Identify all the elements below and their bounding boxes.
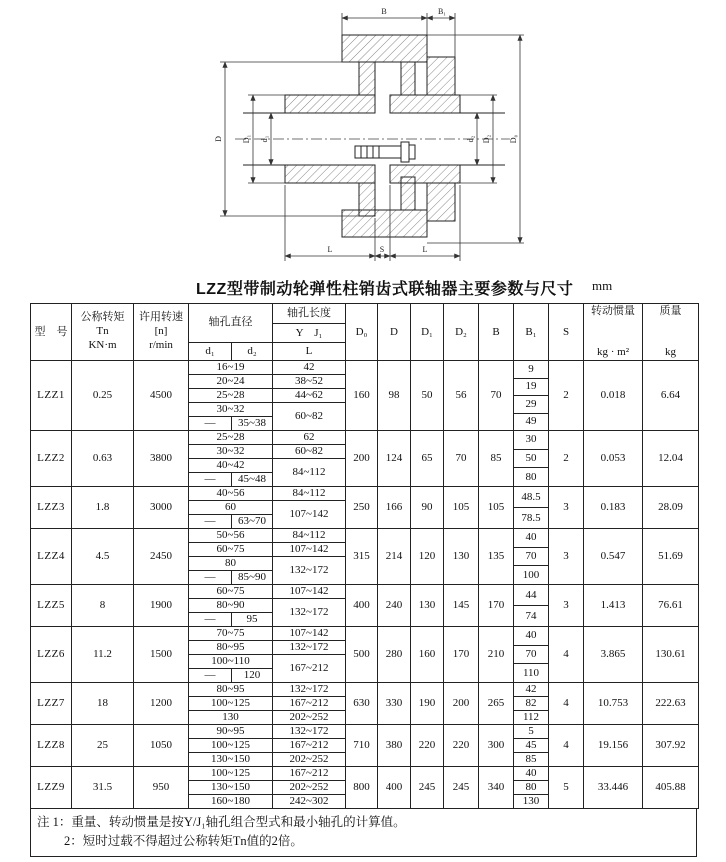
header-d1: d₁ — [189, 342, 232, 360]
B-cell: 170 — [479, 585, 514, 627]
D1-cell: 220 — [411, 725, 444, 767]
inertia-cell: 0.183 — [584, 487, 643, 529]
torque-cell: 8 — [72, 585, 134, 627]
S-cell: 2 — [549, 431, 584, 487]
dim-label-L-left: L — [327, 245, 333, 254]
bore-range-cell: 90~95 — [189, 725, 273, 739]
bore-length-cell: 107~142 — [273, 627, 346, 641]
title-row — [0, 276, 726, 296]
mass-cell: 76.61 — [643, 585, 699, 627]
b1-value: 30 — [514, 431, 548, 450]
table-row — [31, 627, 699, 641]
inertia-cell: 0.547 — [584, 529, 643, 585]
bore-range-cell: 30~32 — [189, 403, 273, 417]
bore-length-cell: 202~252 — [273, 753, 346, 767]
bore-length-cell: 242~302 — [273, 795, 346, 809]
B-cell: 70 — [479, 361, 514, 431]
bore-range-cell: 60 — [189, 501, 273, 515]
b1-stack — [514, 767, 548, 808]
S-cell: 3 — [549, 585, 584, 627]
note-line-2: 2：短时过载不得超过公称转矩Tn值的2倍。 — [64, 833, 303, 848]
D2-cell: 170 — [444, 627, 479, 683]
speed-cell: 4500 — [134, 361, 189, 431]
S-cell: 4 — [549, 725, 584, 767]
dim-label-d1: d₁ — [260, 135, 269, 143]
bore-length-cell: 62 — [273, 431, 346, 445]
header-speed: 许用转速 [n] r/min — [134, 304, 189, 361]
model-cell: LZZ6 — [31, 627, 72, 683]
header-torque: 公称转矩 Tn KN·m — [72, 304, 134, 361]
D1-cell: 65 — [411, 431, 444, 487]
table-row — [31, 585, 699, 599]
mass-cell: 222.63 — [643, 683, 699, 725]
D-cell: 400 — [378, 767, 411, 809]
table-row — [31, 487, 699, 501]
B1-cell — [514, 431, 549, 487]
speed-cell: 2450 — [134, 529, 189, 585]
b1-value: 85 — [525, 753, 537, 765]
parameters-table — [30, 303, 699, 809]
bore-range-cell: 130~150 — [189, 781, 273, 795]
b1-value: 50 — [514, 450, 548, 469]
coupling-section-drawing — [205, 2, 540, 270]
bore-range-cell: 80 — [189, 557, 273, 571]
table-row — [31, 431, 699, 445]
bore-range-cell: 30~32 — [189, 445, 273, 459]
B1-cell — [514, 627, 549, 683]
B-cell: 135 — [479, 529, 514, 585]
D2-cell: 245 — [444, 767, 479, 809]
B-cell: 300 — [479, 725, 514, 767]
b1-value: 112 — [522, 711, 540, 723]
header-bore-length: 轴孔长度 — [273, 304, 346, 324]
b1-value: 70 — [514, 548, 548, 567]
b1-stack — [514, 487, 548, 528]
b1-value: 40 — [514, 767, 548, 781]
inertia-cell: 3.865 — [584, 627, 643, 683]
B-cell: 105 — [479, 487, 514, 529]
D0-cell: 400 — [346, 585, 378, 627]
b1-value: 29 — [514, 396, 548, 414]
bore-range-cell: 25~28 — [189, 389, 273, 403]
torque-cell: 0.63 — [72, 431, 134, 487]
torque-cell: 4.5 — [72, 529, 134, 585]
bore-range-cell: 40~42 — [189, 459, 273, 473]
bore-length-cell: 84~112 — [273, 459, 346, 487]
model-cell: LZZ3 — [31, 487, 72, 529]
D0-cell: 800 — [346, 767, 378, 809]
bore-length-cell: 202~252 — [273, 781, 346, 795]
bore-d2-cell: 45~48 — [232, 473, 273, 487]
D-cell: 380 — [378, 725, 411, 767]
torque-cell: 18 — [72, 683, 134, 725]
D0-cell: 200 — [346, 431, 378, 487]
model-cell: LZZ8 — [31, 725, 72, 767]
table-wrap — [30, 303, 697, 857]
B1-cell — [514, 725, 549, 767]
bore-length-cell: 84~112 — [273, 529, 346, 543]
notes — [30, 809, 697, 857]
D2-cell: 145 — [444, 585, 479, 627]
D1-cell: 50 — [411, 361, 444, 431]
inertia-cell: 33.446 — [584, 767, 643, 809]
b1-value: 100 — [522, 568, 540, 581]
dim-label-D2: D₂ — [482, 134, 491, 144]
header-B1: B₁ — [514, 304, 549, 361]
bore-d1-cell: — — [189, 515, 232, 529]
table-row — [31, 767, 699, 781]
b1-value: 5 — [514, 725, 548, 739]
note-line-1: 注 1：重量、转动惯量是按Y/J₁轴孔组合型式和最小轴孔的计算值。 — [37, 815, 406, 829]
S-cell: 3 — [549, 529, 584, 585]
mass-cell: 307.92 — [643, 725, 699, 767]
bore-length-cell: 60~82 — [273, 445, 346, 459]
B1-cell — [514, 361, 549, 431]
header-B: B — [479, 304, 514, 361]
bore-range-cell: 60~75 — [189, 543, 273, 557]
bore-length-cell: 132~172 — [273, 725, 346, 739]
D0-cell: 710 — [346, 725, 378, 767]
b1-stack — [514, 585, 548, 626]
bore-range-cell: 160~180 — [189, 795, 273, 809]
D1-cell: 190 — [411, 683, 444, 725]
bore-d1-cell: — — [189, 417, 232, 431]
S-cell: 4 — [549, 627, 584, 683]
header-D0: D₀ — [346, 304, 378, 361]
bore-d2-cell: 95 — [232, 613, 273, 627]
b1-value: 40 — [514, 627, 548, 646]
speed-cell: 3800 — [134, 431, 189, 487]
header-bore-diameter: 轴孔直径 — [189, 304, 273, 343]
speed-cell: 1500 — [134, 627, 189, 683]
model-cell: LZZ4 — [31, 529, 72, 585]
bore-length-cell: 132~172 — [273, 641, 346, 655]
bore-d1-cell: — — [189, 473, 232, 487]
D-cell: 124 — [378, 431, 411, 487]
bore-length-cell: 167~212 — [273, 655, 346, 683]
b1-value: 19 — [514, 379, 548, 397]
D0-cell: 250 — [346, 487, 378, 529]
header-inertia: 转动惯量 kg · m² — [584, 304, 643, 361]
bore-range-cell: 80~90 — [189, 599, 273, 613]
inertia-cell: 0.018 — [584, 361, 643, 431]
mass-cell: 51.69 — [643, 529, 699, 585]
torque-cell: 1.8 — [72, 487, 134, 529]
header-D1: D₁ — [411, 304, 444, 361]
mass-cell: 405.88 — [643, 767, 699, 809]
bore-length-cell: 167~212 — [273, 767, 346, 781]
bore-d2-cell: 63~70 — [232, 515, 273, 529]
dim-label-D: D — [214, 136, 223, 142]
b1-stack — [514, 431, 548, 486]
mass-cell: 130.61 — [643, 627, 699, 683]
bore-length-cell: 132~172 — [273, 557, 346, 585]
D-cell: 214 — [378, 529, 411, 585]
bore-length-cell: 107~142 — [273, 585, 346, 599]
B1-cell — [514, 585, 549, 627]
b1-value: 80 — [525, 470, 537, 483]
table-row — [31, 361, 699, 375]
bore-length-cell: 167~212 — [273, 739, 346, 753]
bore-d1-cell: — — [189, 669, 232, 683]
D2-cell: 70 — [444, 431, 479, 487]
bore-range-cell: 25~28 — [189, 431, 273, 445]
b1-value: 45 — [514, 739, 548, 753]
b1-value: 70 — [514, 646, 548, 665]
b1-stack — [514, 683, 548, 724]
table-row — [31, 683, 699, 697]
bore-range-cell: 130~150 — [189, 753, 273, 767]
model-cell: LZZ5 — [31, 585, 72, 627]
B-cell: 265 — [479, 683, 514, 725]
bore-length-cell: 84~112 — [273, 487, 346, 501]
bore-range-cell: 100~125 — [189, 767, 273, 781]
b1-value: 9 — [514, 361, 548, 379]
bore-range-cell: 50~56 — [189, 529, 273, 543]
bore-length-cell: 167~212 — [273, 697, 346, 711]
b1-value: 80 — [514, 781, 548, 795]
D0-cell: 315 — [346, 529, 378, 585]
speed-cell: 1900 — [134, 585, 189, 627]
bore-range-cell: 40~56 — [189, 487, 273, 501]
D2-cell: 105 — [444, 487, 479, 529]
D0-cell: 160 — [346, 361, 378, 431]
bore-range-cell: 16~19 — [189, 361, 273, 375]
unit-label: mm — [592, 278, 613, 293]
bore-length-cell: 132~172 — [273, 683, 346, 697]
brake-wheel — [342, 35, 427, 237]
b1-value: 82 — [514, 697, 548, 711]
D1-cell: 160 — [411, 627, 444, 683]
D0-cell: 630 — [346, 683, 378, 725]
D2-cell: 200 — [444, 683, 479, 725]
D-cell: 166 — [378, 487, 411, 529]
bore-range-cell: 100~125 — [189, 697, 273, 711]
D0-cell: 500 — [346, 627, 378, 683]
S-cell: 2 — [549, 361, 584, 431]
D-cell: 330 — [378, 683, 411, 725]
b1-value: 49 — [525, 415, 537, 428]
D2-cell: 130 — [444, 529, 479, 585]
S-cell: 3 — [549, 487, 584, 529]
bore-length-cell: 42 — [273, 361, 346, 375]
header-model: 型 号 — [31, 304, 72, 361]
model-cell: LZZ9 — [31, 767, 72, 809]
bore-length-cell: 107~142 — [273, 501, 346, 529]
header-YJ1: Y J₁ — [273, 324, 346, 342]
bore-d2-cell: 85~90 — [232, 571, 273, 585]
header-L: L — [273, 342, 346, 360]
b1-value: 130 — [522, 795, 540, 807]
bore-length-cell: 38~52 — [273, 375, 346, 389]
mass-cell: 6.64 — [643, 361, 699, 431]
b1-value: 110 — [522, 666, 540, 679]
b1-value: 40 — [514, 529, 548, 548]
B1-cell — [514, 487, 549, 529]
model-cell: LZZ1 — [31, 361, 72, 431]
inertia-cell: 0.053 — [584, 431, 643, 487]
b1-value: 74 — [525, 609, 537, 622]
D-cell: 98 — [378, 361, 411, 431]
speed-cell: 3000 — [134, 487, 189, 529]
bore-range-cell: 80~95 — [189, 641, 273, 655]
bore-d2-cell: 120 — [232, 669, 273, 683]
model-cell: LZZ2 — [31, 431, 72, 487]
bore-length-cell: 132~172 — [273, 599, 346, 627]
speed-cell: 950 — [134, 767, 189, 809]
D-cell: 240 — [378, 585, 411, 627]
dim-label-B: B — [381, 7, 387, 16]
S-cell: 5 — [549, 767, 584, 809]
dim-label-D0: D₀ — [509, 134, 518, 144]
header-mass: 质量 kg — [643, 304, 699, 361]
bore-range-cell: 20~24 — [189, 375, 273, 389]
b1-stack — [514, 627, 548, 682]
table-body — [31, 361, 699, 809]
D2-cell: 220 — [444, 725, 479, 767]
D1-cell: 120 — [411, 529, 444, 585]
dim-label-L-right: L — [422, 245, 428, 254]
b1-value: 48.5 — [514, 487, 548, 508]
bore-range-cell: 100~110 — [189, 655, 273, 669]
bore-range-cell: 80~95 — [189, 683, 273, 697]
dim-label-S: S — [379, 245, 385, 254]
D-cell: 280 — [378, 627, 411, 683]
table-row — [31, 529, 699, 543]
B1-cell — [514, 683, 549, 725]
bore-length-cell: 107~142 — [273, 543, 346, 557]
B-cell: 210 — [479, 627, 514, 683]
page-title: LZZ型带制动轮弹性柱销齿式联轴器主要参数与尺寸 — [196, 281, 574, 298]
inertia-cell: 19.156 — [584, 725, 643, 767]
bore-range-cell: 100~125 — [189, 739, 273, 753]
B1-cell — [514, 529, 549, 585]
model-cell: LZZ7 — [31, 683, 72, 725]
bore-d1-cell: — — [189, 613, 232, 627]
header-D2: D₂ — [444, 304, 479, 361]
D2-cell: 56 — [444, 361, 479, 431]
header-S: S — [549, 304, 584, 361]
inertia-cell: 1.413 — [584, 585, 643, 627]
b1-value: 42 — [514, 683, 548, 697]
bore-d1-cell: — — [189, 571, 232, 585]
torque-cell: 31.5 — [72, 767, 134, 809]
torque-cell: 0.25 — [72, 361, 134, 431]
header-D: D — [378, 304, 411, 361]
bore-range-cell: 60~75 — [189, 585, 273, 599]
D1-cell: 245 — [411, 767, 444, 809]
torque-cell: 25 — [72, 725, 134, 767]
D1-cell: 130 — [411, 585, 444, 627]
header-d2: d₂ — [232, 342, 273, 360]
b1-stack — [514, 725, 548, 766]
bore-range-cell: 70~75 — [189, 627, 273, 641]
bore-length-cell: 60~82 — [273, 403, 346, 431]
B-cell: 340 — [479, 767, 514, 809]
table-row — [31, 725, 699, 739]
dim-label-B1: B₁ — [437, 7, 447, 16]
bore-range-cell: 130 — [189, 711, 273, 725]
inertia-cell: 10.753 — [584, 683, 643, 725]
pin-bolt-detail — [355, 142, 415, 162]
speed-cell: 1050 — [134, 725, 189, 767]
dim-label-D1: D₁ — [242, 134, 251, 144]
bore-d2-cell: 35~38 — [232, 417, 273, 431]
mass-cell: 12.04 — [643, 431, 699, 487]
bore-length-cell: 44~62 — [273, 389, 346, 403]
b1-stack — [514, 361, 548, 430]
speed-cell: 1200 — [134, 683, 189, 725]
bore-length-cell: 202~252 — [273, 711, 346, 725]
B1-cell — [514, 767, 549, 809]
b1-stack — [514, 529, 548, 584]
B-cell: 85 — [479, 431, 514, 487]
b1-value: 44 — [514, 585, 548, 606]
dim-label-d2: d₂ — [466, 135, 475, 143]
mass-cell: 28.09 — [643, 487, 699, 529]
S-cell: 4 — [549, 683, 584, 725]
b1-value: 78.5 — [521, 511, 541, 524]
D1-cell: 90 — [411, 487, 444, 529]
torque-cell: 11.2 — [72, 627, 134, 683]
